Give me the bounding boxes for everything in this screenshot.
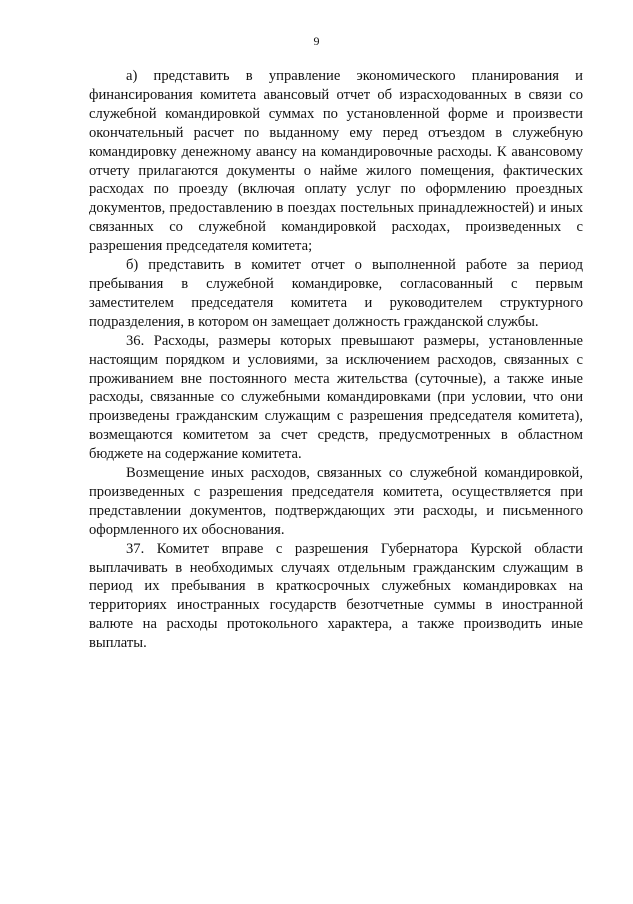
paragraph-b: б) представить в комитет отчет о выполненной работе за период пребывания в служебной командировке, согласованный с первым заместителем председателя комитета и руководителем структурного подразделения, в котором он замещает должность гражданской службы. — [89, 257, 583, 330]
paragraph-36: 36. Расходы, размеры которых превышают размеры, установленные настоящим порядком и условиями, за исключением расходов, связанных с проживанием вне постоянного места жительства (суточные), а также иные расходы, связанные со служебными командировками (при условии, что они произведены гражданским служащим с разрешения председателя комитета), возмещаются комитетом за счет средств, предусмотренных в областном бюджете на содержание комитета. — [89, 332, 583, 463]
paragraph-37: 37. Комитет вправе с разрешения Губернатора Курской области выплачивать в необходимых случаях отдельным гражданским служащим в период их пребывания в краткосрочных служебных командировках на территориях иностранных государств безотчетные суммы в иностранной валюте на расходы протокольного характера, а также производить иные выплаты. — [89, 540, 583, 652]
paragraph-36-continued: Возмещение иных расходов, связанных со служебной командировкой, произведенных с разрешения председателя комитета, осуществляется при представлении документов, подтверждающих эти расходы, и письменного оформленного их обоснования. — [89, 465, 583, 538]
page-number: 9 — [313, 34, 320, 48]
document-body — [89, 67, 583, 653]
paragraph-a: а) представить в управление экономического планирования и финансирования комитета авансовый отчет об израсходованных в связи со служебной командировкой суммах по установленной форме и произвести окончательный расчет по выданному ему перед отъездом в служебную командировку денежному авансу на командировочные расходы. К авансовому отчету прилагаются документы о найме жилого помещения, фактических расходах по проезду (включая оплату услуг по оформлению проездных документов, предоставлению в поездах постельных принадлежностей) и иных связанных со служебной командировкой расходах, произведенных с разрешения председателя комитета; — [89, 68, 583, 255]
